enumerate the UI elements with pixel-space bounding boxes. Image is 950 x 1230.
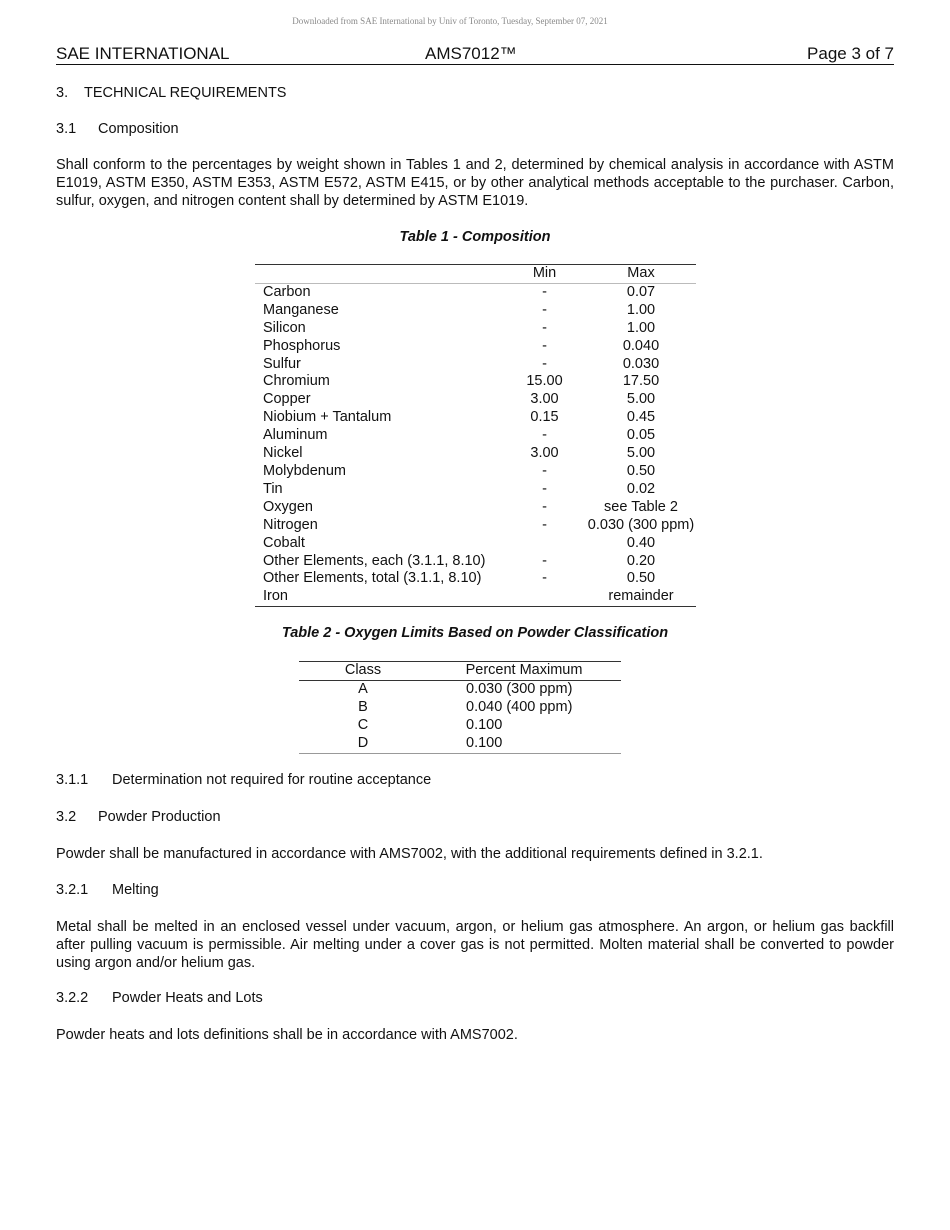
max-value: 0.50 — [626, 570, 656, 587]
column-header-percent-maximum: Percent Maximum — [427, 662, 621, 681]
section-3-1-heading — [56, 120, 894, 138]
section-3-1-1-heading — [56, 771, 894, 789]
table-row — [255, 320, 696, 338]
max-value: 0.030 (300 ppm) — [587, 516, 695, 533]
element-name: Cobalt — [263, 534, 305, 551]
element-name: Other Elements, total (3.1.1, 8.10) — [263, 570, 482, 587]
max-value: 0.05 — [626, 427, 656, 444]
table-row — [255, 302, 696, 320]
section-3-2-body: Powder shall be manufactured in accordance with AMS7002, with the additional requirements defined in 3.2.1. — [56, 846, 763, 862]
column-header-class: Class — [299, 662, 427, 681]
max-value: 0.07 — [626, 283, 656, 300]
min-value: - — [542, 516, 547, 533]
class-value: D — [299, 735, 427, 753]
section-3-heading — [56, 84, 894, 102]
percent-maximum-value: 0.040 (400 ppm) — [466, 698, 573, 715]
section-title: Determination not required for routine acceptance — [112, 772, 432, 788]
max-value: remainder — [586, 588, 696, 606]
header-doc-id: AMS7012™ — [425, 44, 517, 63]
table-row — [255, 445, 696, 463]
percent-maximum-value: 0.100 — [427, 735, 621, 753]
table-header-row — [299, 662, 621, 681]
min-value: - — [542, 570, 547, 587]
table-row — [255, 356, 696, 374]
max-value: 0.40 — [626, 534, 656, 551]
min-value: 0.15 — [530, 409, 559, 426]
section-3-2-heading — [56, 808, 894, 826]
max-value: 1.00 — [626, 301, 656, 318]
min-value: - — [542, 301, 547, 318]
table-row — [255, 373, 696, 391]
section-number: 3.2.2 — [56, 990, 89, 1006]
max-value: 0.45 — [626, 409, 656, 426]
element-name: Phosphorus — [263, 337, 341, 354]
max-value: 0.02 — [626, 480, 656, 497]
column-header-max: Max — [586, 265, 696, 284]
table-row — [255, 499, 696, 517]
section-3-2-2-body: Powder heats and lots definitions shall be in accordance with AMS7002. — [56, 1027, 518, 1043]
element-name: Oxygen — [263, 498, 313, 515]
min-value: - — [542, 552, 547, 569]
section-3-1-body: Shall conform to the percentages by weight shown in Tables 1 and 2, determined by chemical analysis in accordance with ASTM E1019, ASTM E350, ASTM E353, ASTM E572, ASTM E415, or by other analytical methods acceptable to the purchaser. Carbon, sulfur, oxygen, and nitrogen content shall by determined by ASTM E1019. — [56, 157, 894, 209]
class-value: C — [357, 716, 369, 733]
table-row — [255, 517, 696, 535]
min-value: - — [542, 319, 547, 336]
table-row — [255, 283, 696, 301]
percent-maximum-value: 0.030 (300 ppm) — [466, 680, 573, 697]
class-value: B — [358, 698, 368, 715]
table-row — [255, 481, 696, 499]
table-row — [255, 588, 696, 606]
element-name: Iron — [255, 588, 503, 606]
table-row — [255, 463, 696, 481]
table-row — [255, 553, 696, 571]
class-value: A — [358, 680, 368, 697]
min-value — [503, 588, 586, 606]
table-row — [255, 427, 696, 445]
download-watermark: Downloaded from SAE International by Univ of Toronto, Tuesday, September 07, 2021 — [292, 16, 608, 26]
element-name: Molybdenum — [263, 462, 347, 479]
max-value: 1.00 — [626, 319, 656, 336]
section-number: 3.2.1 — [56, 882, 89, 898]
min-value: - — [542, 283, 547, 300]
header-org: SAE INTERNATIONAL — [56, 44, 230, 63]
element-name: Carbon — [263, 283, 311, 300]
composition-table — [255, 264, 696, 607]
section-3-2-1-heading — [56, 881, 894, 899]
min-value — [503, 535, 586, 553]
min-value: 3.00 — [530, 445, 559, 462]
oxygen-limits-table — [299, 661, 621, 754]
max-value: 0.50 — [626, 462, 656, 479]
table-row — [255, 535, 696, 553]
section-title: Composition — [98, 121, 179, 137]
section-title: Powder Production — [98, 809, 221, 825]
min-value: - — [542, 355, 547, 372]
element-name: Manganese — [263, 301, 339, 318]
table-2-caption: Table 2 - Oxygen Limits Based on Powder Classification — [281, 625, 669, 641]
element-name: Aluminum — [263, 427, 328, 444]
max-value: see Table 2 — [604, 498, 678, 515]
min-value: - — [542, 480, 547, 497]
percent-maximum-value: 0.100 — [466, 716, 503, 733]
section-title: Melting — [112, 882, 159, 898]
header-page-number: Page 3 of 7 — [807, 44, 894, 63]
element-name: Copper — [263, 391, 311, 408]
min-value: - — [542, 462, 547, 479]
section-title: Powder Heats and Lots — [112, 990, 263, 1006]
table-row — [299, 680, 621, 698]
table-row — [299, 699, 621, 717]
element-name: Tin — [263, 480, 283, 497]
min-value: - — [542, 498, 547, 515]
element-name: Sulfur — [263, 355, 301, 372]
table-row — [255, 570, 696, 588]
element-name: Silicon — [263, 319, 306, 336]
element-name: Other Elements, each (3.1.1, 8.10) — [263, 552, 486, 569]
table-1-caption: Table 1 - Composition — [399, 229, 551, 245]
max-value: 0.20 — [626, 552, 656, 569]
max-value: 0.030 — [622, 355, 660, 372]
max-value: 5.00 — [626, 445, 656, 462]
section-3-2-1-body: Metal shall be melted in an enclosed vessel under vacuum, argon, or helium gas atmosphere. An argon, or helium gas backfill after pulling vacuum is permissible. Air melting under a cover gas is not permitted. Molten material shall be converted to powder using argon and/or helium gas. — [56, 919, 894, 971]
max-value: 5.00 — [626, 391, 656, 408]
min-value: - — [542, 337, 547, 354]
page-header — [56, 44, 894, 65]
element-name: Chromium — [263, 373, 330, 390]
element-name: Nitrogen — [263, 516, 318, 533]
max-value: 17.50 — [622, 373, 660, 390]
table-row — [255, 338, 696, 356]
section-number: 3.1 — [56, 121, 77, 137]
section-title: TECHNICAL REQUIREMENTS — [84, 85, 287, 101]
element-name: Niobium + Tantalum — [263, 409, 392, 426]
column-header-min: Min — [503, 265, 586, 284]
section-3-2-2-heading — [56, 989, 894, 1007]
min-value: 3.00 — [530, 391, 559, 408]
element-name: Nickel — [263, 445, 303, 462]
section-number: 3.2 — [56, 809, 77, 825]
min-value: 15.00 — [526, 373, 563, 390]
max-value: 0.040 — [622, 337, 660, 354]
table-header-row — [255, 265, 696, 284]
min-value: - — [542, 427, 547, 444]
table-row — [255, 391, 696, 409]
table-row — [299, 735, 621, 753]
column-header-element — [255, 265, 503, 284]
table-row — [255, 409, 696, 427]
section-number: 3.1.1 — [56, 772, 89, 788]
section-number: 3. — [56, 85, 69, 101]
table-row — [299, 717, 621, 735]
